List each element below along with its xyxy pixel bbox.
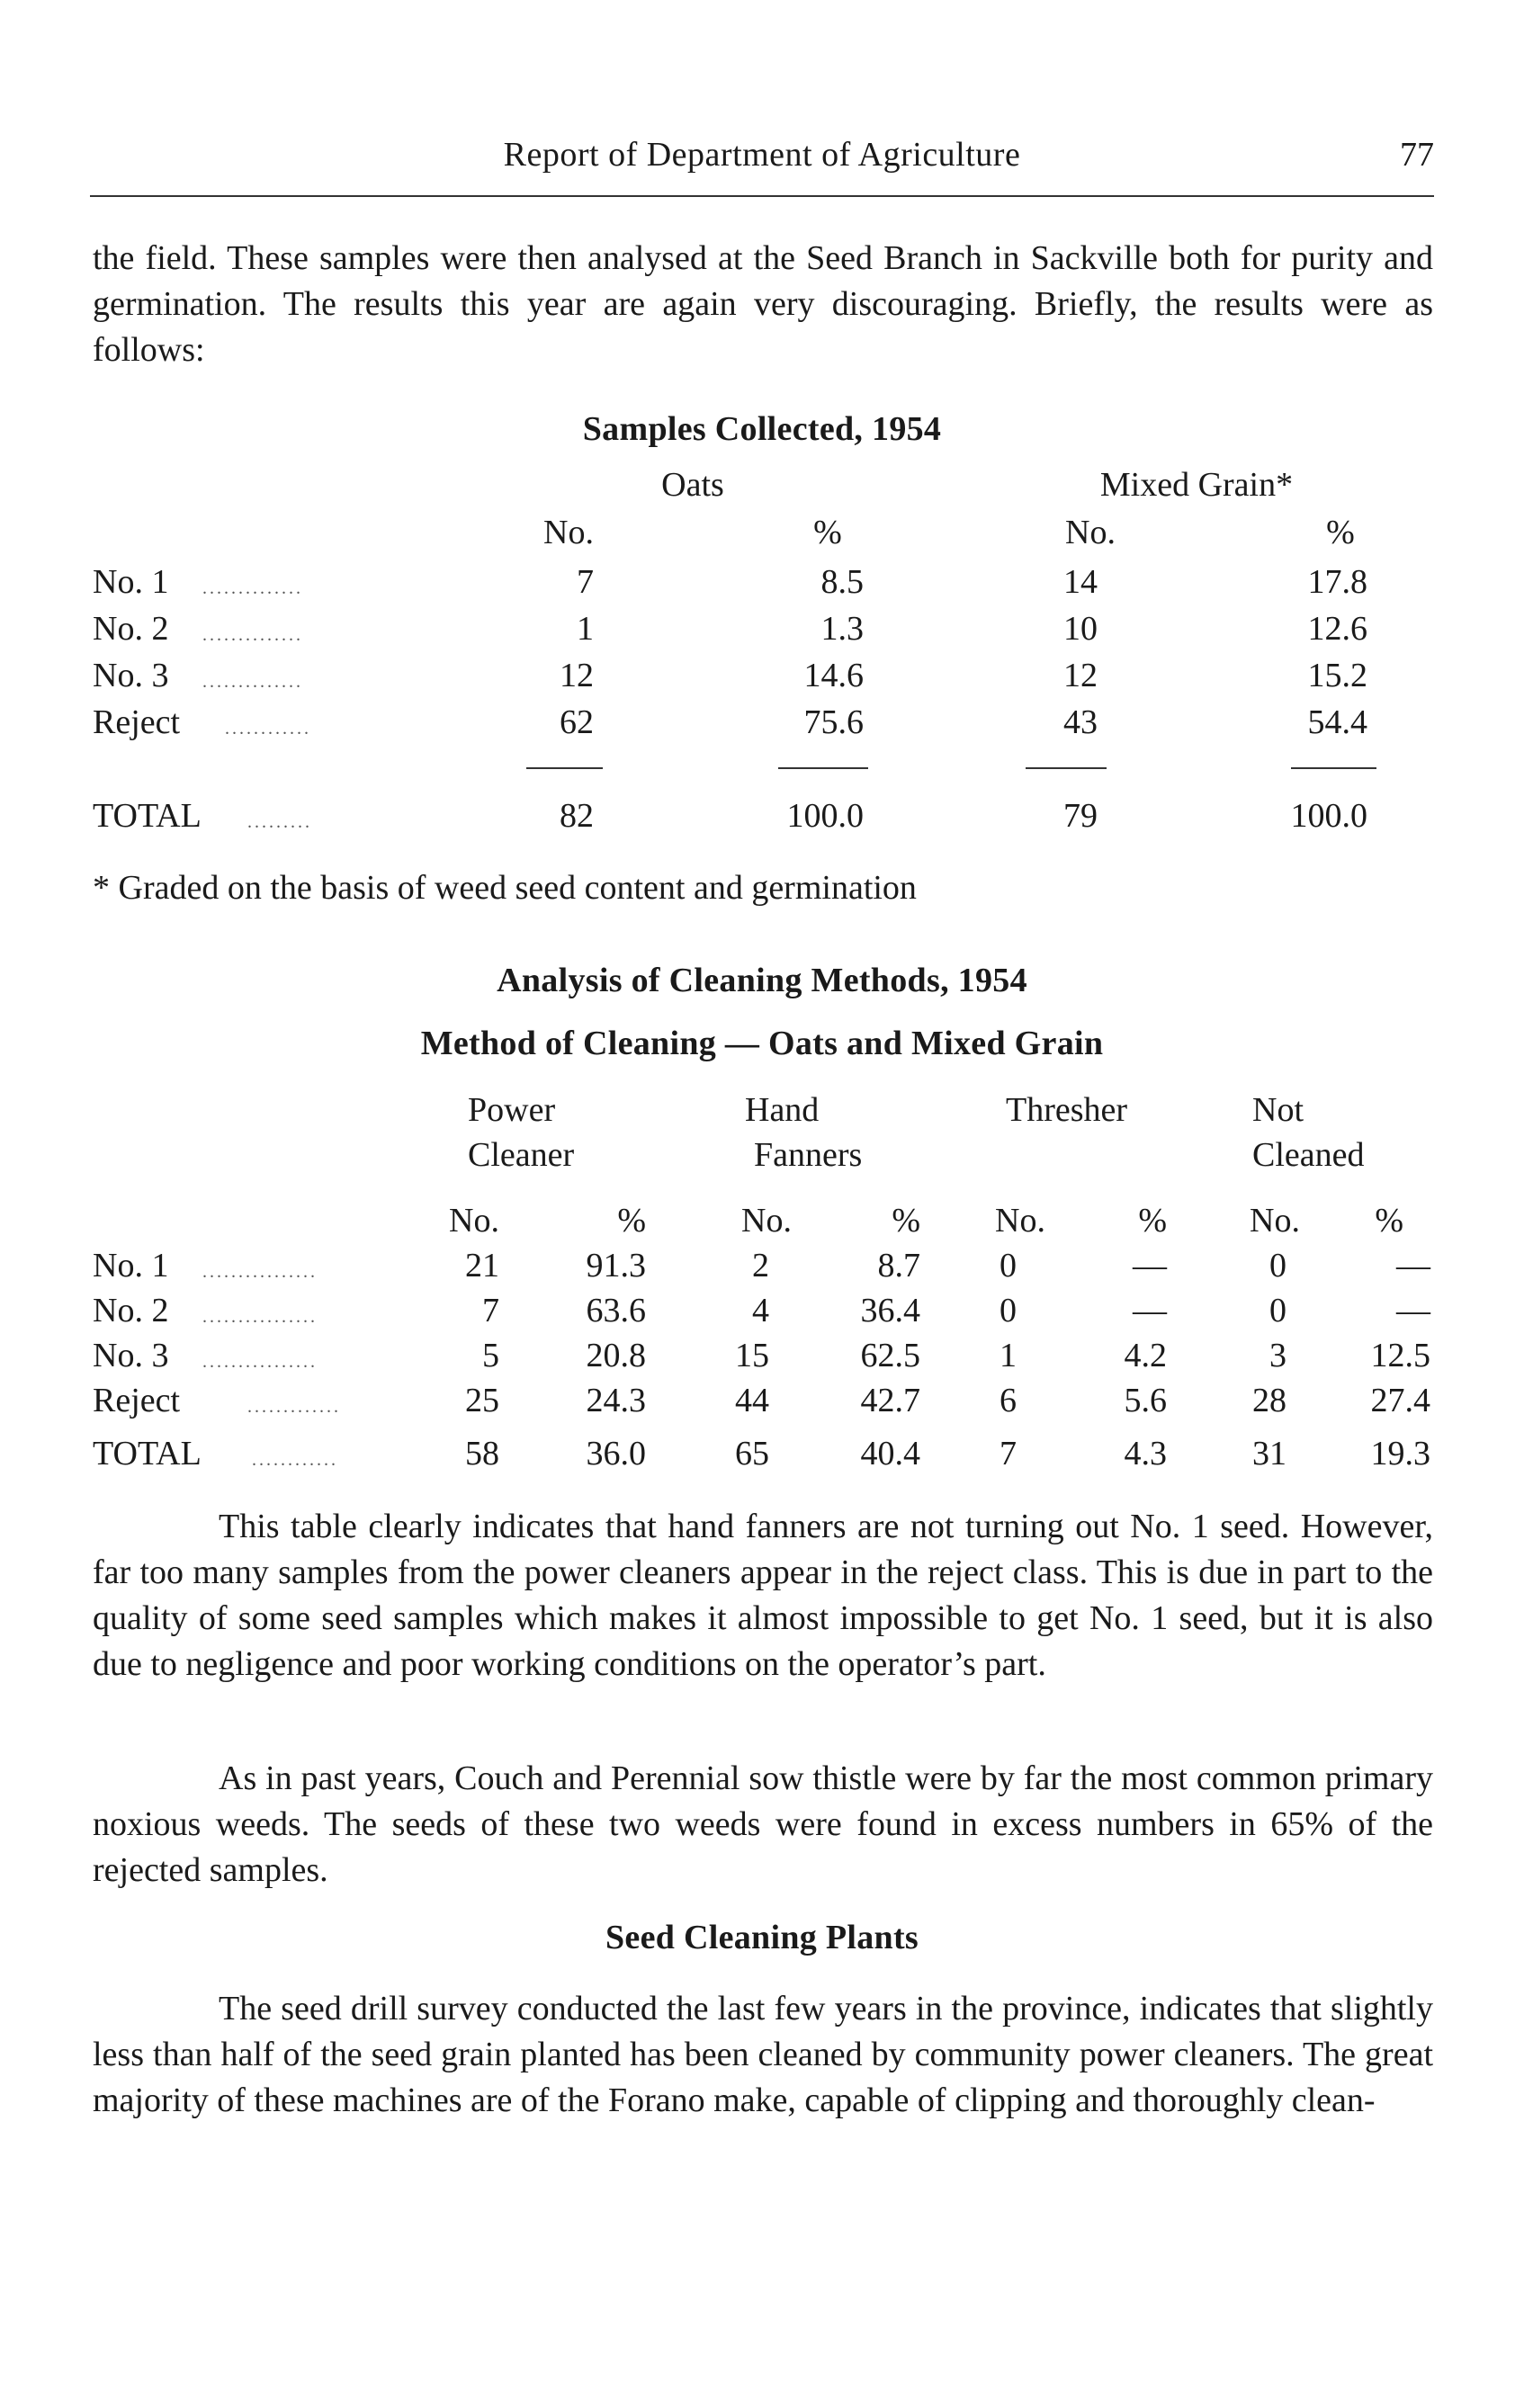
cleaning-cell: — — [1133, 1292, 1167, 1329]
samples-cell: 43 — [1063, 703, 1098, 741]
cleaning-subheader: % — [892, 1202, 920, 1240]
cleaning-cell: 1 — [1000, 1337, 1017, 1374]
samples-row-label: No. 2 — [93, 610, 169, 648]
samples-total-label: TOTAL — [93, 797, 202, 835]
dot-leader: ................ — [202, 1262, 318, 1282]
samples-cell: 1 — [577, 610, 594, 648]
cleaning-cell: 15 — [735, 1337, 769, 1374]
dot-leader: ................ — [202, 1307, 318, 1327]
samples-row-label: Reject — [93, 703, 181, 741]
samples-table-title: Samples Collected, 1954 — [582, 410, 942, 448]
cleaning-cell: 0 — [1000, 1247, 1017, 1285]
samples-header-oats-pct: % — [813, 514, 842, 551]
cleaning-cell: 36.4 — [860, 1292, 920, 1329]
samples-cell: 15.2 — [1307, 657, 1367, 694]
cleaning-total-cell: 36.0 — [586, 1435, 646, 1473]
dot-leader: ............ — [225, 719, 311, 739]
dot-leader: .............. — [202, 672, 303, 692]
total-rule — [1291, 767, 1376, 769]
cleaning-cell: 0 — [1000, 1292, 1017, 1329]
cleaning-cell: 44 — [735, 1382, 769, 1419]
cleaning-cell: 3 — [1269, 1337, 1286, 1374]
dot-leader: ................ — [202, 1352, 318, 1372]
oats-group-header: Oats — [661, 466, 724, 504]
cleaning-subheader: % — [617, 1202, 646, 1240]
cleaning-total-cell: 31 — [1252, 1435, 1286, 1473]
cleaning-row-label: No. 1 — [93, 1247, 169, 1285]
hand-fanners-header-line2: Fanners — [754, 1136, 863, 1174]
cleaning-cell: 0 — [1269, 1247, 1286, 1285]
cleaning-cell: 4 — [752, 1292, 769, 1329]
cleaning-total-cell: 58 — [465, 1435, 499, 1473]
cleaning-cell: 2 — [752, 1247, 769, 1285]
paragraph-hand-fanners: This table clearly indicates that hand fanners are not turning out No. 1 seed. However, far too many samples from the power cleaners appear in the reject class. This is due in part to the quality of some seed samples which makes it almost impossible to get No. 1 seed, but it is also due to negligence and poor working conditions on the operator’s part. — [93, 1508, 1433, 1683]
cleaning-cell: 12.5 — [1370, 1337, 1430, 1374]
cleaning-cell: 24.3 — [586, 1382, 646, 1419]
samples-total-cell: 100.0 — [786, 797, 864, 835]
cleaning-cell: 25 — [465, 1382, 499, 1419]
samples-cell: 12 — [560, 657, 594, 694]
samples-cell: 75.6 — [803, 703, 864, 741]
samples-row-label: No. 3 — [93, 657, 169, 694]
cleaning-total-cell: 40.4 — [860, 1435, 920, 1473]
dot-leader: ......... — [247, 812, 312, 832]
cleaning-cell: — — [1396, 1292, 1430, 1329]
samples-header-mixed-no: No. — [1065, 514, 1116, 551]
cleaning-subheader: No. — [995, 1202, 1045, 1240]
total-rule — [1026, 767, 1107, 769]
cleaning-cell: — — [1396, 1247, 1430, 1285]
total-rule — [526, 767, 603, 769]
cleaning-total-cell: 65 — [735, 1435, 769, 1473]
samples-total-cell: 82 — [560, 797, 594, 835]
total-rule — [778, 767, 868, 769]
running-header — [90, 135, 1434, 189]
samples-footnote: * Graded on the basis of weed seed content and germination — [93, 869, 917, 907]
cleaning-cell: 8.7 — [877, 1247, 920, 1285]
page-number: 77 — [1400, 136, 1434, 174]
cleaning-cell: 6 — [1000, 1382, 1017, 1419]
dot-leader: .............. — [202, 625, 303, 645]
cleaning-total-cell: 19.3 — [1370, 1435, 1430, 1473]
samples-cell: 14 — [1063, 563, 1098, 601]
samples-cell: 12 — [1063, 657, 1098, 694]
cleaning-cell: 5.6 — [1124, 1382, 1167, 1419]
intro-paragraph: the field. These samples were then analysed at the Seed Branch in Sackville both for purity and germination. The results this year are again very discouraging. Briefly, the results were as follows: — [93, 239, 1433, 369]
cleaning-total-label: TOTAL — [93, 1435, 202, 1473]
dot-leader: ............ — [252, 1450, 338, 1470]
dot-leader: ............. — [247, 1397, 341, 1417]
cleaning-cell: 27.4 — [1370, 1382, 1430, 1419]
mixed-grain-group-header: Mixed Grain* — [1099, 466, 1294, 504]
power-cleaner-header: Power — [468, 1091, 556, 1129]
cleaning-subheader: No. — [1250, 1202, 1300, 1240]
cleaning-cell: 21 — [465, 1247, 499, 1285]
cleaning-total-cell: 7 — [1000, 1435, 1017, 1473]
cleaning-subheader: No. — [741, 1202, 792, 1240]
cleaning-cell: 0 — [1269, 1292, 1286, 1329]
cleaning-cell: 4.2 — [1124, 1337, 1167, 1374]
thresher-header: Thresher — [1006, 1091, 1128, 1129]
samples-row-label: No. 1 — [93, 563, 169, 601]
cleaning-table-subtitle: Method of Cleaning — Oats and Mixed Grain — [420, 1025, 1104, 1062]
samples-cell: 62 — [560, 703, 594, 741]
cleaning-cell: 5 — [482, 1337, 499, 1374]
cleaning-cell: 63.6 — [586, 1292, 646, 1329]
cleaning-cell: — — [1133, 1247, 1167, 1285]
samples-cell: 54.4 — [1307, 703, 1367, 741]
samples-total-cell: 100.0 — [1290, 797, 1367, 835]
cleaning-row-label: No. 3 — [93, 1337, 169, 1374]
header-rule — [90, 195, 1434, 197]
cleaning-subheader: No. — [449, 1202, 499, 1240]
samples-cell: 1.3 — [820, 610, 864, 648]
cleaning-cell: 7 — [482, 1292, 499, 1329]
samples-cell: 14.6 — [803, 657, 864, 694]
cleaning-cell: 62.5 — [860, 1337, 920, 1374]
samples-cell: 7 — [577, 563, 594, 601]
cleaning-subheader: % — [1138, 1202, 1167, 1240]
cleaning-row-label: Reject — [93, 1382, 181, 1419]
hand-fanners-header: Hand — [745, 1091, 820, 1129]
samples-cell: 8.5 — [820, 563, 864, 601]
cleaning-table-title: Analysis of Cleaning Methods, 1954 — [497, 962, 1027, 999]
cleaning-cell: 91.3 — [586, 1247, 646, 1285]
seed-cleaning-heading: Seed Cleaning Plants — [605, 1919, 919, 1956]
samples-cell: 17.8 — [1307, 563, 1367, 601]
not-cleaned-header-line2: Cleaned — [1252, 1136, 1365, 1174]
cleaning-cell: 20.8 — [586, 1337, 646, 1374]
samples-cell: 10 — [1063, 610, 1098, 648]
header-title: Report of Department of Agriculture — [503, 136, 1021, 174]
power-cleaner-header-line2: Cleaner — [468, 1136, 575, 1174]
not-cleaned-header: Not — [1252, 1091, 1304, 1129]
samples-header-oats-no: No. — [543, 514, 594, 551]
dot-leader: .............. — [202, 578, 303, 598]
samples-total-cell: 79 — [1063, 797, 1098, 835]
cleaning-cell: 42.7 — [860, 1382, 920, 1419]
samples-cell: 12.6 — [1307, 610, 1367, 648]
paragraph-seed-drill-survey: The seed drill survey conducted the last few years in the province, indicates that slightly less than half of the seed grain planted has been cleaned by community power cleaners. The great majority of these machines are of the Forano make, capable of clipping and thoroughly clean- — [93, 1990, 1433, 2119]
cleaning-row-label: No. 2 — [93, 1292, 169, 1329]
cleaning-total-cell: 4.3 — [1124, 1435, 1167, 1473]
cleaning-cell: 28 — [1252, 1382, 1286, 1419]
samples-header-mixed-pct: % — [1326, 514, 1355, 551]
cleaning-subheader: % — [1375, 1202, 1403, 1240]
paragraph-noxious-weeds: As in past years, Couch and Perennial sow thistle were by far the most common primary noxious weeds. The seeds of these two weeds were found in excess numbers in 65% of the rejected samples. — [93, 1759, 1433, 1889]
